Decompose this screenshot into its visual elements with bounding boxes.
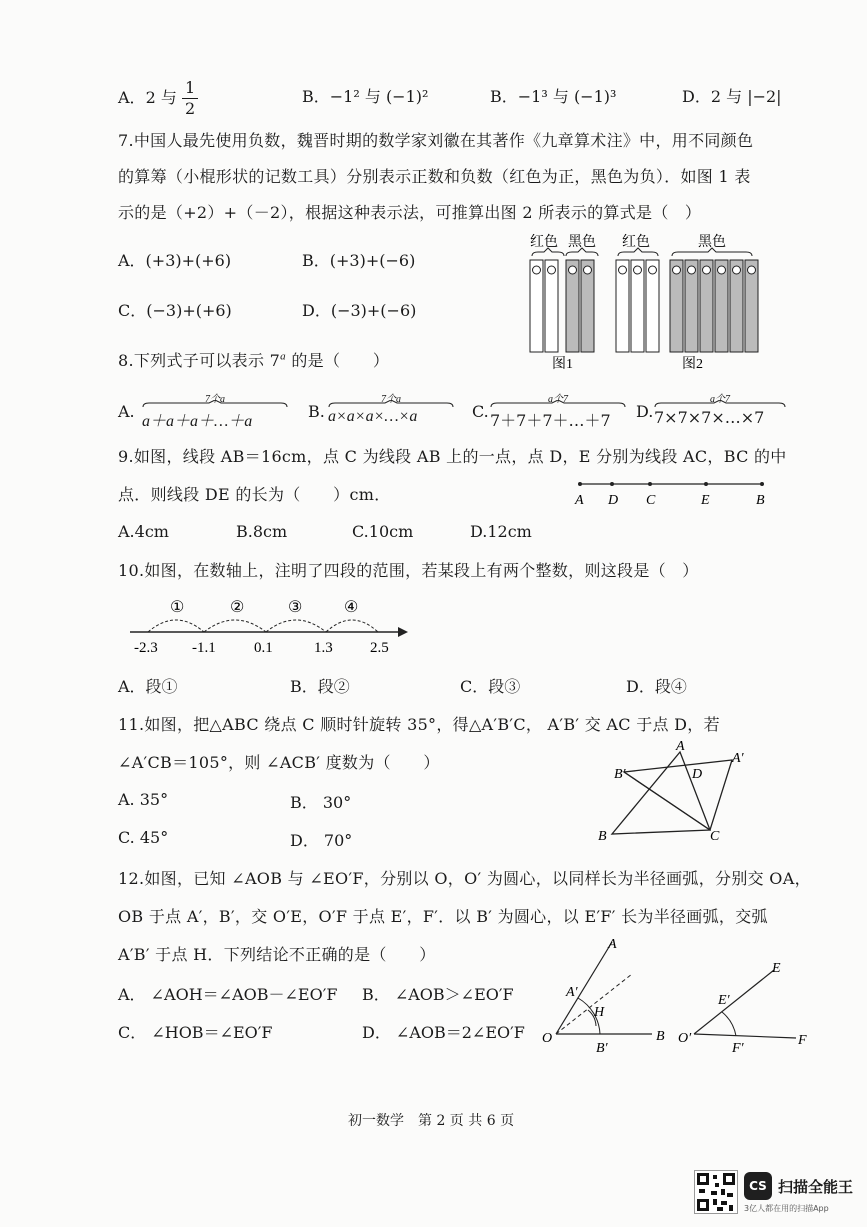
watermark-subtitle: 3亿人都在用的扫描App (744, 1204, 829, 1213)
q11-option-b[interactable]: B． 30° (290, 793, 352, 812)
q11-option-d[interactable]: D． 70° (290, 831, 353, 850)
ray-oa (556, 942, 612, 1034)
q9-option-b[interactable]: B.8cm (236, 522, 288, 541)
page-footer: 初一数学 第 2 页 共 6 页 (348, 1113, 515, 1129)
q9-option-d[interactable]: D.12cm (470, 522, 532, 541)
rod-hole (703, 266, 711, 274)
q12-option-c[interactable]: C． ∠HOB＝∠EO′F (118, 1023, 273, 1042)
rod-hole (688, 266, 696, 274)
segment-label-2: ② (230, 599, 245, 616)
q10-stem: 10.如图，在数轴上，注明了四段的范围，若某段上有两个整数，则这段是（ ） (118, 561, 699, 580)
fig2-black-label: 黑色 (698, 235, 726, 250)
label-b-prime: B′ (614, 767, 626, 782)
q10-option-b[interactable]: B．段② (290, 677, 350, 696)
segment-label-1: ① (170, 599, 185, 616)
point-e (704, 482, 708, 486)
q7-option-b[interactable]: B．(+3)+(−6) (302, 251, 416, 270)
ray-oh-dashed (556, 974, 632, 1034)
q7-option-c[interactable]: C．(−3)+(+6) (118, 301, 232, 320)
rod-hole (569, 266, 577, 274)
q12-option-b[interactable]: B． ∠AOB＞∠EO′F (362, 985, 514, 1004)
brace (328, 400, 456, 408)
q10-number-line-figure (126, 594, 416, 656)
watermark-title: 扫描全能王 (778, 1177, 854, 1196)
point-d (610, 482, 614, 486)
label-b: B (756, 493, 765, 508)
q11-option-c[interactable]: C. 45° (118, 828, 169, 847)
triangle-a2b2c (624, 760, 732, 830)
q6-option-c[interactable]: B．−1³ 与 (−1)³ (490, 87, 617, 106)
q12-angle-figure (540, 934, 818, 1060)
label-a: A (575, 493, 584, 508)
q7-counting-rods-figure (522, 230, 772, 372)
q9-stem-line1: 9.如图，线段 AB＝16cm，点 C 为线段 AB 上的一点，点 D，E 分别为线段 AC，BC 的中 (118, 447, 787, 466)
q12-option-a[interactable]: A． ∠AOH＝∠AOB－∠EO′F (118, 985, 338, 1004)
label-f: F (798, 1033, 807, 1048)
label-f-prime: F′ (732, 1041, 744, 1056)
segment-label-3: ③ (288, 599, 303, 616)
label-e-prime: E′ (718, 993, 730, 1008)
segment-label-4: ④ (344, 599, 359, 616)
qr-code-icon (695, 1171, 737, 1213)
point-a (578, 482, 582, 486)
q7-stem-line3: 示的是（+2）+（－2），根据这种表示法，可推算出图 2 所表示的算式是（ ） (118, 203, 702, 222)
point-b (760, 482, 764, 486)
arc-segment-3 (266, 620, 326, 632)
arc-e2f2 (722, 1012, 736, 1036)
ray-o2e (694, 970, 774, 1034)
point-c (648, 482, 652, 486)
label-e: E (772, 961, 781, 976)
rod-hole (733, 266, 741, 274)
q9-option-a[interactable]: A.4cm (118, 522, 169, 541)
q11-rotation-figure (592, 738, 760, 848)
rod-hole (673, 266, 681, 274)
q12-stem-line3: A′B′ 于点 H．下列结论不正确的是（ ） (118, 945, 436, 964)
q12-option-d[interactable]: D． ∠AOB＝2∠EO′F (362, 1023, 525, 1042)
arc-segment-4 (326, 620, 378, 632)
q6-option-b[interactable]: B．−1² 与 (−1)² (302, 87, 429, 106)
label-h: H (594, 1005, 605, 1020)
label-e: E (701, 493, 710, 508)
q10-option-c[interactable]: C．段③ (460, 677, 521, 696)
arc-segment-1 (148, 620, 204, 632)
q7-option-d[interactable]: D．(−3)+(−6) (302, 301, 417, 320)
q11-option-a[interactable]: A. 35° (118, 790, 169, 809)
q7-option-a[interactable]: A．(+3)+(+6) (118, 251, 232, 270)
label-b: B (598, 829, 607, 844)
fig1-red-label: 红色 (530, 235, 558, 250)
label-b: B (656, 1029, 665, 1044)
q11-stem-line2: ∠A′CB＝105°，则 ∠ACB′ 度数为（ ） (118, 753, 440, 772)
q9-stem-line2: 点．则线段 DE 的长为（ ）cm． (118, 485, 391, 504)
q10-option-d[interactable]: D．段④ (626, 677, 687, 696)
ray-o2f (694, 1034, 796, 1038)
q7-stem-line1: 7.中国人最先使用负数，魏晋时期的数学家刘徽在其著作《九章算术注》中，用不同颜色 (118, 131, 754, 150)
axis-arrow (398, 627, 408, 637)
fraction-half: $\frac{1}{2}$ (182, 78, 198, 119)
brace (490, 400, 628, 408)
label-o: O (542, 1031, 553, 1046)
qr-code (694, 1170, 738, 1214)
camscanner-logo-icon: CS (744, 1172, 772, 1200)
fig2-red-label: 红色 (622, 235, 650, 250)
q9-segment-figure (568, 474, 768, 508)
label-a-prime: A′ (732, 751, 744, 766)
label-o-prime: O′ (678, 1031, 692, 1046)
brace (654, 400, 788, 408)
q9-option-c[interactable]: C.10cm (352, 522, 414, 541)
q6-option-a[interactable]: A．2 与 $\frac{1}{2}$ (118, 78, 198, 119)
tick-label: 2.5 (370, 640, 389, 656)
rod-hole (748, 266, 756, 274)
rod-hole (584, 266, 592, 274)
q11-stem-line1: 11.如图，把△ABC 绕点 C 顺时针旋转 35°，得△A′B′C， A′B′ 交 AC 于点 D，若 (118, 715, 720, 734)
tick-label: 0.1 (254, 640, 273, 656)
brace (142, 400, 290, 408)
fig2-caption: 图2 (682, 357, 703, 372)
label-b-prime: B′ (596, 1041, 608, 1056)
scanner-watermark (744, 1172, 853, 1214)
label-c: C (710, 829, 720, 844)
q12-stem-line1: 12.如图，已知 ∠AOB 与 ∠EO′F，分别以 O，O′ 为圆心，以同样长为半径画弧，分别交 OA， (118, 869, 811, 888)
fig1-caption: 图1 (552, 357, 573, 372)
arc-segment-2 (204, 620, 266, 632)
label-c: C (646, 493, 656, 508)
tick-label: -1.1 (192, 640, 216, 656)
label-d: D (692, 767, 703, 782)
fig1-black-label: 黑色 (568, 235, 596, 250)
q10-option-a[interactable]: A．段① (118, 677, 178, 696)
tick-label: 1.3 (314, 640, 333, 656)
label-a: A (676, 739, 685, 754)
q12-stem-line2: OB 于点 A′，B′，交 O′E，O′F 于点 E′，F′．以 B′ 为圆心，以 E′F′ 长为半径画弧，交弧 (118, 907, 768, 926)
q8-stem: 8.下列式子可以表示 7$^a$ 的是（ ） (118, 350, 390, 370)
label-d: D (608, 493, 619, 508)
tick-label: -2.3 (134, 640, 158, 656)
rod-hole (718, 266, 726, 274)
label-a-prime: A′ (566, 985, 578, 1000)
q6-option-d[interactable]: D．2 与 |−2| (682, 87, 782, 106)
label-a: A (608, 937, 617, 952)
q7-stem-line2: 的算筹（小棍形状的记数工具）分别表示正数和负数（红色为正，黑色为负）．如图 1 表 (118, 167, 751, 186)
